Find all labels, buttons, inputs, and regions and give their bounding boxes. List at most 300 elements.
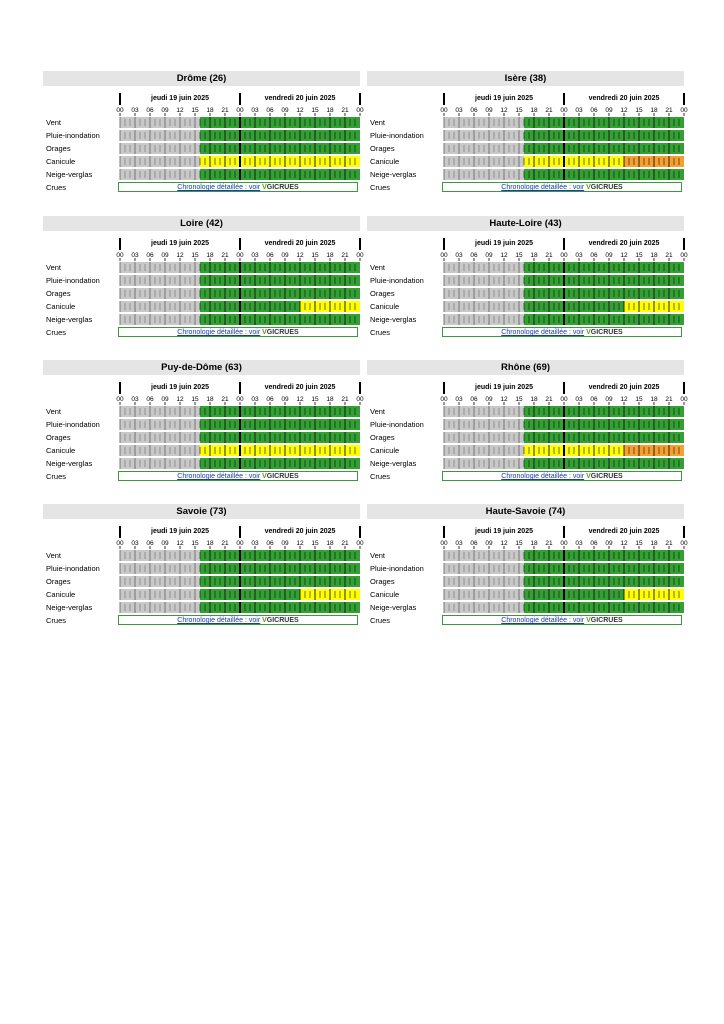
hour-cell bbox=[140, 406, 145, 417]
hour-cell bbox=[654, 262, 659, 273]
hour-cell bbox=[454, 156, 459, 167]
hour-cell bbox=[355, 169, 360, 180]
hour-cell bbox=[185, 406, 190, 417]
panel-title: Savoie (73) bbox=[43, 504, 360, 519]
hour-cell bbox=[120, 314, 125, 325]
hour-cell bbox=[305, 275, 310, 286]
vigilance-timeline bbox=[367, 71, 688, 199]
hour-cell bbox=[489, 275, 494, 286]
hour-cell bbox=[579, 301, 584, 312]
hour-cell bbox=[444, 117, 449, 128]
hour-cell bbox=[120, 589, 125, 600]
hour-cell bbox=[325, 602, 330, 613]
hour-cell bbox=[145, 419, 150, 430]
hour-cell bbox=[504, 458, 509, 469]
hour-tick-label: 00 bbox=[560, 540, 568, 547]
hour-cell bbox=[614, 550, 619, 561]
hour-cell bbox=[180, 314, 185, 325]
hour-cell bbox=[674, 458, 679, 469]
crues-label: Crues bbox=[370, 328, 391, 337]
hour-cell bbox=[619, 275, 624, 286]
hour-cell bbox=[190, 169, 195, 180]
hour-cell bbox=[529, 589, 534, 600]
hour-cell bbox=[305, 563, 310, 574]
hour-cell bbox=[619, 156, 624, 167]
day-label: vendredi 20 juin 2025 bbox=[588, 95, 660, 102]
hour-cell bbox=[539, 563, 544, 574]
hour-cell bbox=[225, 589, 230, 600]
hour-cell bbox=[250, 143, 255, 154]
hour-cell bbox=[514, 419, 519, 430]
hour-cell bbox=[215, 314, 220, 325]
crues-link-box[interactable] bbox=[118, 327, 358, 337]
hour-cell bbox=[659, 275, 664, 286]
hour-cell bbox=[519, 602, 524, 613]
hour-cell bbox=[275, 130, 280, 141]
crues-link-box[interactable] bbox=[442, 182, 682, 192]
hour-cell bbox=[629, 550, 634, 561]
hour-cell bbox=[205, 314, 210, 325]
hour-cell bbox=[210, 563, 215, 574]
hour-cell bbox=[320, 314, 325, 325]
chronologie-link[interactable]: Chronologie détaillée : voir bbox=[177, 329, 261, 336]
crues-link-box[interactable] bbox=[442, 327, 682, 337]
hour-cell bbox=[160, 314, 165, 325]
hour-cell bbox=[649, 262, 654, 273]
hour-cell bbox=[584, 432, 589, 443]
hour-cell bbox=[589, 130, 594, 141]
hour-cell bbox=[205, 589, 210, 600]
hour-cell bbox=[330, 156, 335, 167]
hour-cell bbox=[285, 301, 290, 312]
hour-cell bbox=[120, 275, 125, 286]
hour-cell bbox=[629, 406, 634, 417]
hour-cell bbox=[225, 262, 230, 273]
hour-cell bbox=[310, 314, 315, 325]
hour-cell bbox=[504, 130, 509, 141]
hour-cell bbox=[669, 275, 674, 286]
hour-cell bbox=[135, 406, 140, 417]
hour-cell bbox=[330, 563, 335, 574]
hour-cell bbox=[280, 314, 285, 325]
phenomenon-label: Vent bbox=[46, 551, 62, 560]
crues-link-box[interactable] bbox=[442, 471, 682, 481]
hour-cell bbox=[180, 563, 185, 574]
hour-cell bbox=[150, 117, 155, 128]
hour-cell bbox=[519, 432, 524, 443]
hour-cell bbox=[629, 314, 634, 325]
hour-cell bbox=[145, 301, 150, 312]
hour-cell bbox=[514, 458, 519, 469]
hour-cell bbox=[255, 130, 260, 141]
hour-cell bbox=[594, 458, 599, 469]
hour-cell bbox=[190, 576, 195, 587]
hour-cell bbox=[315, 262, 320, 273]
hour-cell bbox=[509, 288, 514, 299]
hour-cell bbox=[130, 314, 135, 325]
hour-cell bbox=[190, 117, 195, 128]
hour-cell bbox=[305, 262, 310, 273]
hour-tick-label: 03 bbox=[131, 396, 139, 403]
hour-tick-label: 21 bbox=[341, 396, 349, 403]
hour-cell bbox=[644, 563, 649, 574]
hour-cell bbox=[614, 275, 619, 286]
hour-cell bbox=[649, 117, 654, 128]
hour-cell bbox=[255, 117, 260, 128]
hour-cell bbox=[544, 432, 549, 443]
hour-cell bbox=[200, 602, 205, 613]
hour-cell bbox=[295, 406, 300, 417]
hour-tick-label: 03 bbox=[251, 252, 259, 259]
hour-cell bbox=[674, 602, 679, 613]
hour-cell bbox=[659, 432, 664, 443]
hour-tick-label: 12 bbox=[296, 396, 304, 403]
hour-tick-label: 15 bbox=[311, 540, 319, 547]
hour-cell bbox=[454, 130, 459, 141]
hour-cell bbox=[449, 288, 454, 299]
hour-cell bbox=[569, 275, 574, 286]
hour-cell bbox=[474, 406, 479, 417]
hour-cell bbox=[270, 156, 275, 167]
hour-cell bbox=[499, 458, 504, 469]
hour-cell bbox=[140, 156, 145, 167]
hour-cell bbox=[270, 458, 275, 469]
hour-cell bbox=[335, 169, 340, 180]
hour-cell bbox=[489, 156, 494, 167]
hour-cell bbox=[190, 432, 195, 443]
hour-cell bbox=[160, 406, 165, 417]
hour-cell bbox=[220, 563, 225, 574]
vigilance-timeline bbox=[367, 216, 688, 344]
hour-cell bbox=[569, 117, 574, 128]
hour-cell bbox=[649, 288, 654, 299]
chronologie-link[interactable]: Chronologie détaillée : voir bbox=[177, 184, 261, 191]
hour-cell bbox=[150, 550, 155, 561]
hour-cell bbox=[584, 275, 589, 286]
hour-cell bbox=[120, 576, 125, 587]
hour-cell bbox=[195, 130, 200, 141]
hour-tick-label: 06 bbox=[266, 540, 274, 547]
hour-cell bbox=[340, 314, 345, 325]
hour-cell bbox=[280, 458, 285, 469]
hour-cell bbox=[644, 301, 649, 312]
hour-cell bbox=[599, 419, 604, 430]
hour-cell bbox=[245, 563, 250, 574]
hour-cell bbox=[469, 602, 474, 613]
hour-cell bbox=[295, 314, 300, 325]
hour-cell bbox=[469, 432, 474, 443]
hour-cell bbox=[255, 602, 260, 613]
hour-cell bbox=[195, 589, 200, 600]
hour-tick-label: 09 bbox=[605, 252, 613, 259]
hour-cell bbox=[499, 576, 504, 587]
hour-cell bbox=[275, 576, 280, 587]
hour-tick-label: 03 bbox=[455, 252, 463, 259]
hour-cell bbox=[614, 458, 619, 469]
hour-cell bbox=[125, 406, 130, 417]
hour-cell bbox=[634, 169, 639, 180]
hour-cell bbox=[524, 130, 529, 141]
hour-cell bbox=[624, 589, 629, 600]
crues-link-box[interactable] bbox=[118, 182, 358, 192]
hour-cell bbox=[569, 432, 574, 443]
hour-cell bbox=[494, 432, 499, 443]
hour-cell bbox=[474, 563, 479, 574]
hour-cell bbox=[509, 563, 514, 574]
hour-tick-label: 03 bbox=[575, 396, 583, 403]
department-panel bbox=[367, 504, 688, 632]
hour-cell bbox=[549, 301, 554, 312]
hour-cell bbox=[255, 432, 260, 443]
hour-cell bbox=[674, 406, 679, 417]
hour-cell bbox=[220, 550, 225, 561]
hour-cell bbox=[554, 301, 559, 312]
hour-cell bbox=[230, 445, 235, 456]
hour-cell bbox=[145, 143, 150, 154]
hour-cell bbox=[674, 130, 679, 141]
hour-cell bbox=[624, 143, 629, 154]
hour-cell bbox=[534, 445, 539, 456]
hour-cell bbox=[674, 288, 679, 299]
hour-cell bbox=[489, 458, 494, 469]
hour-cell bbox=[320, 445, 325, 456]
hour-cell bbox=[210, 589, 215, 600]
phenomenon-label: Canicule bbox=[370, 590, 400, 599]
hour-cell bbox=[170, 419, 175, 430]
hour-cell bbox=[524, 314, 529, 325]
hour-cell bbox=[185, 262, 190, 273]
hour-cell bbox=[160, 288, 165, 299]
hour-cell bbox=[185, 419, 190, 430]
hour-tick-label: 06 bbox=[266, 252, 274, 259]
hour-cell bbox=[654, 406, 659, 417]
hour-cell bbox=[210, 262, 215, 273]
hour-tick-label: 00 bbox=[440, 107, 448, 114]
phenomenon-label: Canicule bbox=[46, 302, 76, 311]
hour-cell bbox=[489, 550, 494, 561]
hour-cell bbox=[584, 262, 589, 273]
hour-cell bbox=[290, 550, 295, 561]
hour-cell bbox=[225, 576, 230, 587]
hour-cell bbox=[250, 419, 255, 430]
hour-cell bbox=[225, 563, 230, 574]
hour-cell bbox=[469, 262, 474, 273]
hour-tick-label: 06 bbox=[146, 107, 154, 114]
hour-cell bbox=[544, 589, 549, 600]
hour-cell bbox=[200, 458, 205, 469]
hour-cell bbox=[290, 589, 295, 600]
hour-cell bbox=[215, 419, 220, 430]
hour-cell bbox=[170, 117, 175, 128]
chronologie-link[interactable]: Chronologie détaillée : voir bbox=[501, 473, 585, 480]
crues-link-box[interactable] bbox=[442, 615, 682, 625]
hour-cell bbox=[325, 419, 330, 430]
hour-cell bbox=[664, 445, 669, 456]
hour-cell bbox=[489, 314, 494, 325]
hour-cell bbox=[669, 576, 674, 587]
hour-cell bbox=[185, 314, 190, 325]
hour-cell bbox=[649, 275, 654, 286]
hour-cell bbox=[639, 117, 644, 128]
hour-cell bbox=[290, 117, 295, 128]
crues-link-box[interactable] bbox=[118, 615, 358, 625]
hour-cell bbox=[250, 550, 255, 561]
hour-cell bbox=[499, 169, 504, 180]
hour-tick-label: 18 bbox=[530, 252, 538, 259]
hour-cell bbox=[469, 419, 474, 430]
hour-cell bbox=[285, 550, 290, 561]
hour-cell bbox=[599, 550, 604, 561]
hour-cell bbox=[469, 156, 474, 167]
hour-cell bbox=[649, 445, 654, 456]
hour-cell bbox=[449, 143, 454, 154]
hour-cell bbox=[285, 406, 290, 417]
hour-cell bbox=[185, 275, 190, 286]
phenomenon-label: Neige-verglas bbox=[370, 315, 417, 324]
hour-cell bbox=[584, 130, 589, 141]
hour-cell bbox=[180, 589, 185, 600]
hour-cell bbox=[444, 262, 449, 273]
hour-cell bbox=[544, 602, 549, 613]
hour-cell bbox=[489, 117, 494, 128]
hour-cell bbox=[195, 406, 200, 417]
hour-cell bbox=[444, 602, 449, 613]
hour-cell bbox=[649, 589, 654, 600]
hour-cell bbox=[504, 169, 509, 180]
hour-cell bbox=[265, 262, 270, 273]
hour-cell bbox=[474, 576, 479, 587]
hour-cell bbox=[599, 458, 604, 469]
hour-cell bbox=[479, 550, 484, 561]
hour-cell bbox=[130, 419, 135, 430]
hour-cell bbox=[469, 275, 474, 286]
hour-cell bbox=[624, 550, 629, 561]
hour-cell bbox=[325, 576, 330, 587]
hour-cell bbox=[669, 406, 674, 417]
crues-link-box[interactable] bbox=[118, 471, 358, 481]
hour-cell bbox=[464, 445, 469, 456]
hour-cell bbox=[275, 550, 280, 561]
hour-cell bbox=[220, 406, 225, 417]
hour-cell bbox=[484, 445, 489, 456]
hour-cell bbox=[574, 301, 579, 312]
hour-cell bbox=[125, 301, 130, 312]
hour-cell bbox=[489, 602, 494, 613]
hour-cell bbox=[215, 156, 220, 167]
hour-cell bbox=[679, 445, 684, 456]
hour-cell bbox=[175, 262, 180, 273]
hour-cell bbox=[155, 563, 160, 574]
hour-cell bbox=[609, 589, 614, 600]
hour-cell bbox=[125, 589, 130, 600]
hour-cell bbox=[639, 143, 644, 154]
hour-cell bbox=[140, 419, 145, 430]
hour-cell bbox=[579, 432, 584, 443]
hour-cell bbox=[120, 143, 125, 154]
hour-cell bbox=[310, 419, 315, 430]
hour-cell bbox=[669, 563, 674, 574]
hour-cell bbox=[120, 288, 125, 299]
hour-tick-label: 00 bbox=[116, 540, 124, 547]
hour-cell bbox=[514, 301, 519, 312]
hour-cell bbox=[619, 458, 624, 469]
hour-cell bbox=[524, 275, 529, 286]
hour-cell bbox=[669, 143, 674, 154]
hour-cell bbox=[245, 589, 250, 600]
hour-cell bbox=[350, 288, 355, 299]
hour-tick-label: 12 bbox=[620, 252, 628, 259]
hour-cell bbox=[170, 169, 175, 180]
hour-cell bbox=[639, 419, 644, 430]
hour-cell bbox=[514, 262, 519, 273]
hour-cell bbox=[624, 275, 629, 286]
hour-cell bbox=[474, 288, 479, 299]
hour-cell bbox=[265, 419, 270, 430]
hour-cell bbox=[230, 563, 235, 574]
hour-cell bbox=[160, 301, 165, 312]
hour-cell bbox=[489, 445, 494, 456]
hour-cell bbox=[534, 589, 539, 600]
hour-cell bbox=[469, 314, 474, 325]
hour-tick-label: 06 bbox=[146, 540, 154, 547]
hour-tick-label: 06 bbox=[590, 540, 598, 547]
hour-cell bbox=[200, 275, 205, 286]
hour-cell bbox=[639, 589, 644, 600]
hour-cell bbox=[569, 169, 574, 180]
hour-cell bbox=[170, 301, 175, 312]
day-label: vendredi 20 juin 2025 bbox=[588, 240, 660, 247]
hour-cell bbox=[639, 576, 644, 587]
hour-cell bbox=[195, 288, 200, 299]
hour-cell bbox=[519, 576, 524, 587]
hour-tick-label: 00 bbox=[680, 540, 688, 547]
hour-cell bbox=[479, 445, 484, 456]
chronologie-link[interactable]: Chronologie détaillée : voir bbox=[501, 329, 585, 336]
chronologie-link[interactable]: Chronologie détaillée : voir bbox=[501, 184, 585, 191]
hour-cell bbox=[679, 432, 684, 443]
hour-tick-label: 03 bbox=[455, 396, 463, 403]
hour-cell bbox=[649, 432, 654, 443]
hour-cell bbox=[140, 262, 145, 273]
hour-cell bbox=[479, 432, 484, 443]
chronologie-link[interactable]: Chronologie détaillée : voir bbox=[177, 617, 261, 624]
hour-cell bbox=[340, 419, 345, 430]
hour-cell bbox=[664, 602, 669, 613]
hour-cell bbox=[634, 130, 639, 141]
hour-cell bbox=[170, 275, 175, 286]
hour-cell bbox=[320, 419, 325, 430]
hour-cell bbox=[549, 262, 554, 273]
hour-tick-label: 15 bbox=[635, 107, 643, 114]
hour-cell bbox=[614, 143, 619, 154]
hour-cell bbox=[539, 432, 544, 443]
hour-cell bbox=[340, 156, 345, 167]
hour-cell bbox=[135, 432, 140, 443]
phenomenon-label: Orages bbox=[46, 289, 71, 298]
hour-cell bbox=[644, 314, 649, 325]
hour-cell bbox=[574, 406, 579, 417]
hour-cell bbox=[454, 458, 459, 469]
hour-cell bbox=[310, 458, 315, 469]
hour-cell bbox=[444, 288, 449, 299]
chronologie-link[interactable]: Chronologie détaillée : voir bbox=[501, 617, 585, 624]
chronologie-link[interactable]: Chronologie détaillée : voir bbox=[177, 473, 261, 480]
hour-cell bbox=[634, 576, 639, 587]
hour-tick-label: 00 bbox=[680, 396, 688, 403]
hour-tick-label: 06 bbox=[470, 252, 478, 259]
hour-cell bbox=[305, 432, 310, 443]
hour-cell bbox=[584, 156, 589, 167]
